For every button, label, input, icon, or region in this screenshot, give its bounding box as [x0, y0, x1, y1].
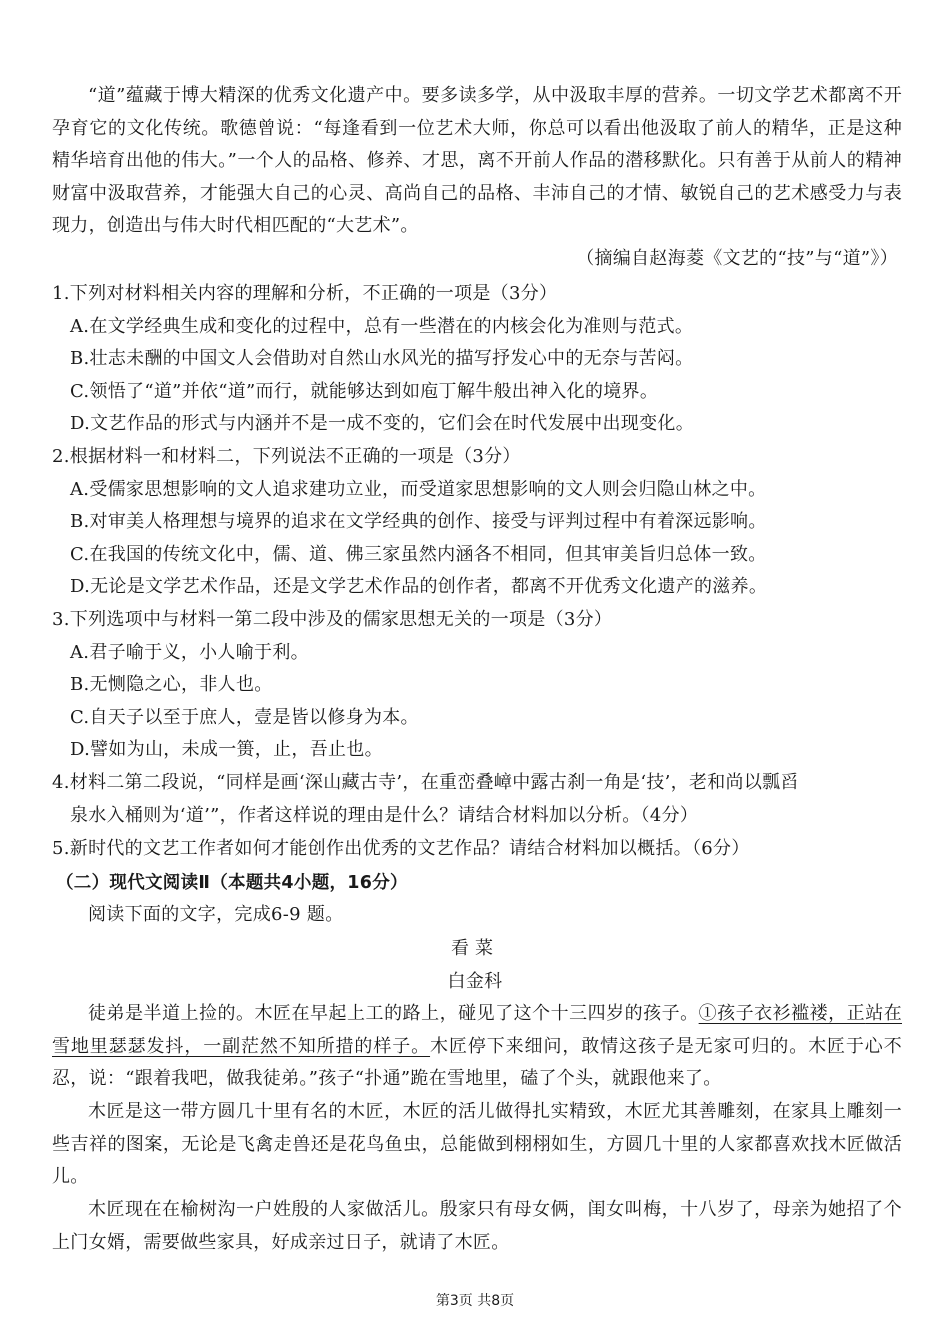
source-citation: （摘编自赵海菱《文艺的“技”与“道”》）	[576, 248, 898, 269]
question-1-option-d: D.文艺作品的形式与内涵并不是一成不变的，它们会在时代发展中出现变化。	[70, 413, 695, 434]
story-paragraph-3: 木匠现在在榆树沟一户姓殷的人家做活儿。殷家只有母女俩，闺女叫梅，十八岁了，母亲为她招了个上门女婿，需要做些家具，好成亲过日子，就请了木匠。	[52, 1199, 902, 1253]
question-3-stem: 3.下列选项中与材料一第二段中涉及的儒家思想无关的一项是（3分）	[52, 609, 613, 630]
question-1-stem: 1.下列对材料相关内容的理解和分析，不正确的一项是（3分）	[52, 283, 558, 304]
question-2-option-a: A.受儒家思想影响的文人追求建功立业，而受道家思想影响的文人则会归隐山林之中。	[70, 479, 767, 500]
story-title: 看菜	[451, 938, 499, 959]
question-2-stem: 2.根据材料一和材料二，下列说法不正确的一项是（3分）	[52, 446, 521, 467]
question-3-option-d: D.譬如为山，未成一篑，止，吾止也。	[70, 739, 383, 760]
story-p1-tail: 木匠停下来细问，敢情这孩子是无家可归的。木匠于心不忍，说：“跟着我吧，做我徒弟。”孩子“扑通”跪在雪地里，磕了个头，就跟他来了。	[52, 1035, 902, 1090]
story-p1-lead: 徒弟是半道上捡的。木匠在早起上工的路上，碰见了这个十三四岁的孩子。	[88, 1003, 699, 1024]
reading-instruction: 阅读下面的文字，完成6-9 题。	[88, 904, 344, 925]
question-4-line-2: 泉水入桶则为‘道’”，作者这样说的理由是什么？请结合材料加以分析。（4分）	[70, 805, 699, 826]
question-1-option-b: B.壮志未酬的中国文人会借助对自然山水风光的描写抒发心中的无奈与苦闷。	[70, 348, 694, 369]
question-3-option-a: A.君子喻于义，小人喻于利。	[70, 642, 309, 663]
story-author: 白金科	[447, 971, 503, 992]
question-3-option-b: B.无恻隐之心，非人也。	[70, 674, 273, 695]
story-paragraph-2: 木匠是这一带方圆几十里有名的木匠，木匠的活儿做得扎实精致，木匠尤其善雕刻，在家具上雕刻一些吉祥的图案，无论是飞禽走兽还是花鸟鱼虫，总能做到栩栩如生，方圆几十里的人家都喜欢找木匠做活儿。	[52, 1101, 902, 1188]
underlined-sentence-1b: 站在雪地里瑟瑟发抖，一副茫然不知所措的样子。	[52, 1003, 902, 1057]
question-2-option-c: C.在我国的传统文化中，儒、道、佛三家虽然内涵各不相同，但其审美旨归总体一致。	[70, 544, 767, 565]
intro-paragraph: “道”蕴藏于博大精深的优秀文化遗产中。要多读多学，从中汲取丰厚的营养。一切文学艺术都离不开孕育它的文化传统。歌德曾说：“每逢看到一位艺术大师，你总可以看出他汲取了前人的精华，正是这种精华培育出他的伟大。”一个人的品格、修养、才思，离不开前人作品的潜移默化。只有善于从前人的精神财富中汲取营养，才能强大自己的心灵、高尚自己的品格、丰沛自己的才情、敏锐自己的艺术感受力与表现力，创造出与伟大时代相匹配的“大艺术”。	[52, 85, 902, 237]
story-paragraph-1	[52, 998, 902, 1096]
question-1-option-a: A.在文学经典生成和变化的过程中，总有一些潜在的内核会化为准则与范式。	[70, 316, 694, 337]
question-4-line-1: 4.材料二第二段说，“同样是画‘深山藏古寺’，在重峦叠嶂中露古刹一角是‘技’，老和尚以瓢舀	[52, 772, 799, 793]
page-footer: 第3页 共8页	[435, 1293, 515, 1309]
section-heading: （二）现代文阅读Ⅱ（本题共4小题，16分）	[56, 873, 408, 893]
question-2-option-d: D.无论是文学艺术作品，还是文学艺术作品的创作者，都离不开优秀文化遗产的滋养。	[70, 576, 768, 597]
question-3-option-c: C.自天子以至于庶人，壹是皆以修身为本。	[70, 707, 419, 728]
question-2-option-b: B.对审美人格理想与境界的追求在文学经典的创作、接受与评判过程中有着深远影响。	[70, 511, 767, 532]
question-5: 5.新时代的文艺工作者如何才能创作出优秀的文艺作品？请结合材料加以概括。（6分）	[52, 838, 750, 859]
question-1-option-c: C.领悟了“道”并依“道”而行，就能够达到如庖丁解牛般出神入化的境界。	[70, 381, 659, 402]
underlined-sentence-1a: ①孩子衣衫褴褛，正	[698, 1003, 866, 1024]
